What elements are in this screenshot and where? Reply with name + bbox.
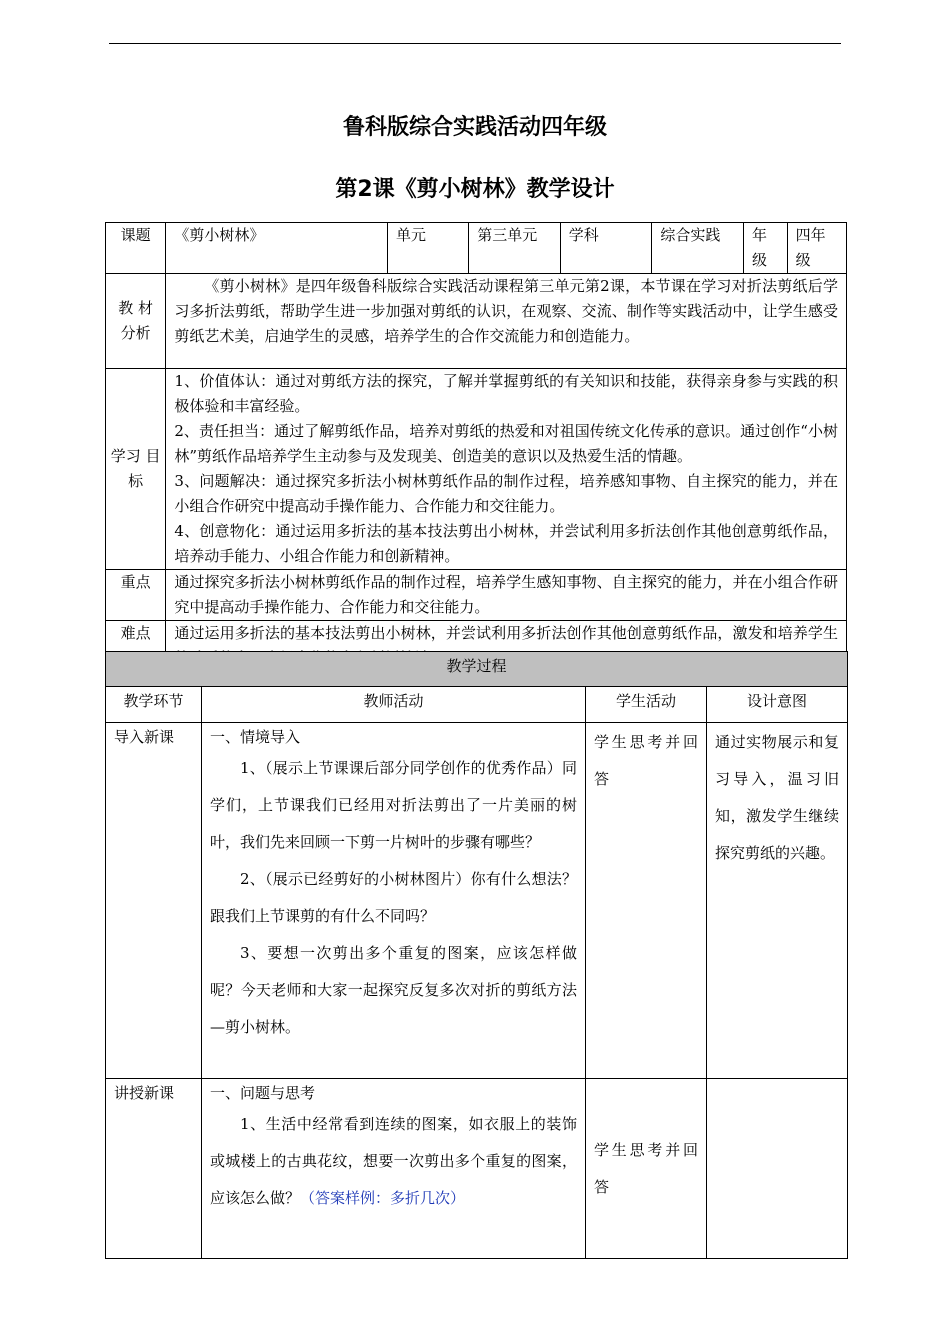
- goals-list: [166, 369, 847, 570]
- subject-label: 学科: [560, 223, 652, 274]
- student-activity-cell: 学生思考并回答: [586, 723, 707, 1079]
- teacher-heading: 一、问题与思考: [210, 1084, 316, 1102]
- table-row: [106, 723, 848, 1079]
- difficulty-label: 难点: [106, 621, 166, 673]
- stage-cell: 讲授新课: [106, 1079, 202, 1259]
- lesson-info-table: [105, 222, 847, 673]
- topic-value: 《剪小树林》: [166, 223, 388, 274]
- teacher-activity-cell: [202, 723, 586, 1079]
- lesson-title: 第2课《剪小树林》教学设计: [335, 177, 615, 202]
- student-activity-cell: 学生思考并回答: [586, 1079, 707, 1259]
- teacher-heading: 一、情境导入: [210, 728, 301, 746]
- key-text: 通过探究多折法小树林剪纸作品的制作过程，培养学生感知事物、自主探究的能力，并在小组合作研究中提高动手操作能力、合作能力和交往能力。: [166, 570, 847, 621]
- grade-value: 四年级: [787, 223, 846, 274]
- design-intent-cell: 通过实物展示和复习导入，温习旧知，激发学生继续探究剪纸的兴趣。: [707, 723, 848, 1079]
- teacher-activity-cell: [202, 1079, 586, 1259]
- subject-value: 综合实践: [652, 223, 744, 274]
- unit-label: 单元: [388, 223, 469, 274]
- goals-label: 学习 目标: [106, 369, 166, 570]
- goal-item: 2、责任担当：通过了解剪纸作品，培养对剪纸的热爱和对祖国传统文化传承的意识。通过创作“小树林”剪纸作品培养学生主动参与及发现美、创造美的意识以及热爱生活的情趣。: [174, 422, 838, 465]
- teacher-step: 3、要想一次剪出多个重复的图案，应该怎样做呢？今天老师和大家一起探究反复多次对折的剪纸方法—剪小树林。: [210, 944, 577, 1036]
- analysis-text: 《剪小树林》是四年级鲁科版综合实践活动课程第三单元第2课，本节课在学习对折法剪纸后学习多折法剪纸，帮助学生进一步加强对剪纸的认识，在观察、交流、制作等实践活动中，让学生感受剪纸艺术美，启迪学生的灵感，培养学生的合作交流能力和创造能力。: [166, 274, 847, 369]
- teacher-step: 2、（展示已经剪好的小树林图片）你有什么想法？跟我们上节课剪的有什么不同吗？: [210, 870, 577, 925]
- stage-cell: 导入新课: [106, 723, 202, 1079]
- analysis-label: 教 材 分析: [106, 274, 166, 369]
- unit-value: 第三单元: [469, 223, 561, 274]
- key-label: 重点: [106, 570, 166, 621]
- column-header-student: 学生活动: [586, 687, 707, 723]
- document-title: 鲁科版综合实践活动四年级: [342, 115, 607, 140]
- goal-item: 1、价值体认：通过对剪纸方法的探究，了解并掌握剪纸的有关知识和技能，获得亲身参与实践的积极体验和丰富经验。: [174, 372, 838, 415]
- teacher-step: 1、（展示上节课课后部分同学创作的优秀作品）同学们，上节课我们已经用对折法剪出了一片美丽的树叶，我们先来回顾一下剪一片树叶的步骤有哪些？: [210, 759, 577, 851]
- table-row: [106, 1079, 848, 1259]
- teacher-question: [210, 1106, 577, 1217]
- process-heading: 教学过程: [106, 652, 848, 687]
- teaching-process-table: [105, 651, 848, 1259]
- column-header-intent: 设计意图: [707, 687, 848, 723]
- column-header-teacher: 教师活动: [202, 687, 586, 723]
- design-intent-cell: [707, 1079, 848, 1259]
- answer-sample: （答案样例：多折几次）: [300, 1189, 466, 1207]
- column-header-stage: 教学环节: [106, 687, 202, 723]
- header-rule: [109, 43, 841, 44]
- grade-label: 年级: [743, 223, 787, 274]
- goal-item: 3、问题解决：通过探究多折法小树林剪纸作品的制作过程，培养感知事物、自主探究的能力，并在小组合作研究中提高动手操作能力、合作能力和交往能力。: [174, 472, 838, 515]
- topic-label: 课题: [106, 223, 166, 274]
- difficulty-text: 通过运用多折法的基本技法剪出小树林，并尝试利用多折法创作其他创意剪纸作品，激发和培养学生: [166, 621, 847, 673]
- goal-item: 4、创意物化：通过运用多折法的基本技法剪出小树林，并尝试利用多折法创作其他创意剪纸作品，培养动手能力、小组合作能力和创新精神。: [174, 522, 838, 565]
- question-text: 1、生活中经常看到连续的图案，如衣服上的装饰或城楼上的古典花纹，想要一次剪出多个重复的图案，应该怎么做？: [210, 1115, 577, 1207]
